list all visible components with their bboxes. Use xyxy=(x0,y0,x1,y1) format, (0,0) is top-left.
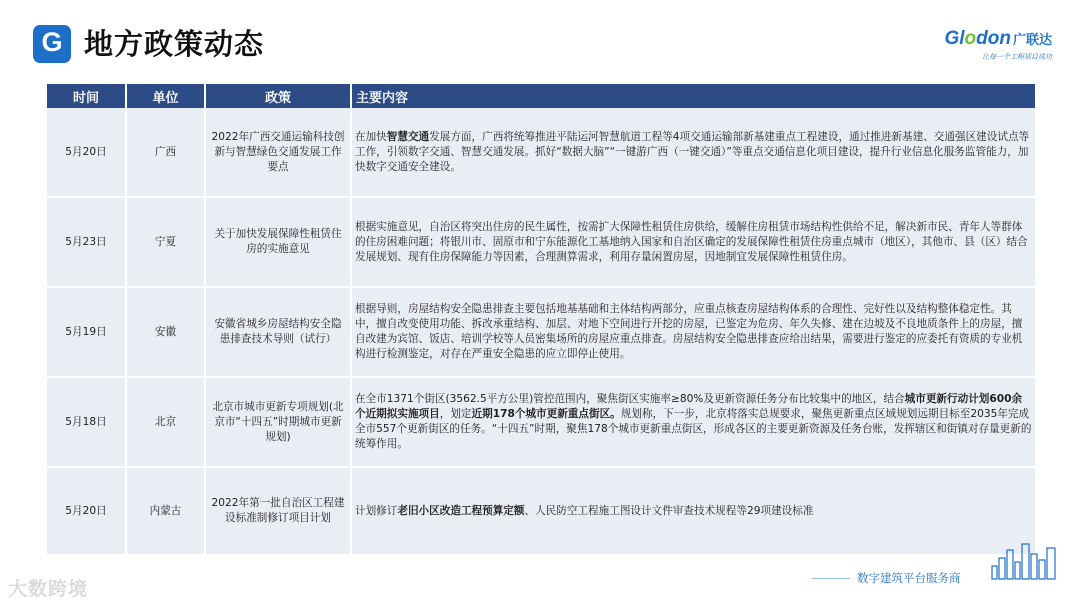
col-header-time: 时间 xyxy=(47,84,126,108)
table-row xyxy=(47,287,1035,377)
cell-unit: 北京 xyxy=(126,377,205,467)
cell-unit: 宁夏 xyxy=(126,197,205,287)
cell-content: 根据实施意见，自治区将突出住房的民生属性，按需扩大保障性租赁住房供给，缓解住房租赁市场结构性供给不足，解决新市民、青年人等群体的住房困难问题；将银川市、固原市和宁东能源化工基地纳入国家和自治区确定的发展保障性租赁住房重点城市（地区），其他市、县（区）结合发展规划、现有住房保障能力等因素，合理测算需求，利用存量闲置房屋，因地制宜发展保障性租赁住房。 xyxy=(351,197,1035,287)
table-row xyxy=(47,467,1035,555)
cell-content: 根据导则，房屋结构安全隐患排查主要包括地基基础和主体结构两部分，应重点核查房屋结构体系的合理性、完好性以及结构整体稳定性。其中，擅自改变使用功能、拆改承重结构、加层、对地下空间进行开挖的房屋，已鉴定为危房、年久失修、建在边坡及不良地质条件上的房屋，擅自改建为宾馆、饭店、培训学校等人员密集场所的房屋应重点排查。房屋结构安全隐患排查应给出结果，需要进行鉴定的应委托有资质的专业机构进行检测鉴定，对存在严重安全隐患的应立即停止使用。 xyxy=(351,287,1035,377)
cell-date: 5月20日 xyxy=(47,467,126,555)
table-header-row xyxy=(47,84,1035,108)
cell-content: 计划修订老旧小区改造工程预算定额、人民防空工程施工图设计文件审查技术规程等29项建设标准 xyxy=(351,467,1035,555)
cell-policy: 安徽省城乡房屋结构安全隐患排查技术导则（试行） xyxy=(205,287,351,377)
city-skyline-icon xyxy=(990,540,1060,580)
table-row xyxy=(47,377,1035,467)
brand-slogan: 让每一个工程项目成功 xyxy=(982,53,1052,61)
watermark-text: 大数跨境 xyxy=(8,578,89,600)
cell-unit: 安徽 xyxy=(126,287,205,377)
cell-policy: 2022年第一批自治区工程建设标准制修订项目计划 xyxy=(205,467,351,555)
cell-policy: 北京市城市更新专项规划(北京市“十四五”时期城市更新规划) xyxy=(205,377,351,467)
brand-cn: 广联达 xyxy=(1012,32,1052,47)
cell-content: 在加快智慧交通发展方面，广西将统筹推进平陆运河智慧航道工程等4项交通运输部新基建重点工程建设，通过推进新基建、交通强区建设试点等工作，引领数字交通、智慧交通发展。抓好“数据大脑”“一键游广西（一键交通）”等重点交通信息化项目建设，提升行业信息化服务监管能力，加快数字交通安全建设。 xyxy=(351,108,1035,197)
table-row xyxy=(47,108,1035,197)
cell-date: 5月20日 xyxy=(47,108,126,197)
brand-logo xyxy=(944,28,1052,62)
cell-date: 5月19日 xyxy=(47,287,126,377)
table-row xyxy=(47,197,1035,287)
footer-divider xyxy=(812,578,850,579)
cell-date: 5月18日 xyxy=(47,377,126,467)
cell-policy: 2022年广西交通运输科技创新与智慧绿色交通发展工作要点 xyxy=(205,108,351,197)
cell-unit: 内蒙古 xyxy=(126,467,205,555)
cell-unit: 广西 xyxy=(126,108,205,197)
policy-table xyxy=(47,84,1035,556)
cell-policy: 关于加快发展保障性租赁住房的实施意见 xyxy=(205,197,351,287)
cell-content: 在全市1371个街区(3562.5平方公里)管控范围内，聚焦街区实施率≥80%及更新资源任务分布比较集中的地区，结合城市更新行动计划600余个近期拟实施项目，划定近期178个城市更新重点街区。规划称，下一步，北京将落实总规要求，聚焦更新重点区域规划远期目标至2035年完成全市557个更新街区的任务。“十四五”时期，聚焦178个城市更新重点街区，形成各区的主要更新资源及任务台账，发挥辖区和街镇对存量更新的统筹作用。 xyxy=(351,377,1035,467)
col-header-unit: 单位 xyxy=(126,84,205,108)
page-title: 地方政策动态 xyxy=(84,27,265,61)
footer-service-text: 数字建筑平台服务商 xyxy=(857,571,961,585)
brand-name: Glodon 广联达 xyxy=(944,28,1052,49)
col-header-content: 主要内容 xyxy=(351,84,1035,108)
col-header-policy: 政策 xyxy=(205,84,351,108)
glodon-g-logo: G xyxy=(33,25,71,63)
cell-date: 5月23日 xyxy=(47,197,126,287)
